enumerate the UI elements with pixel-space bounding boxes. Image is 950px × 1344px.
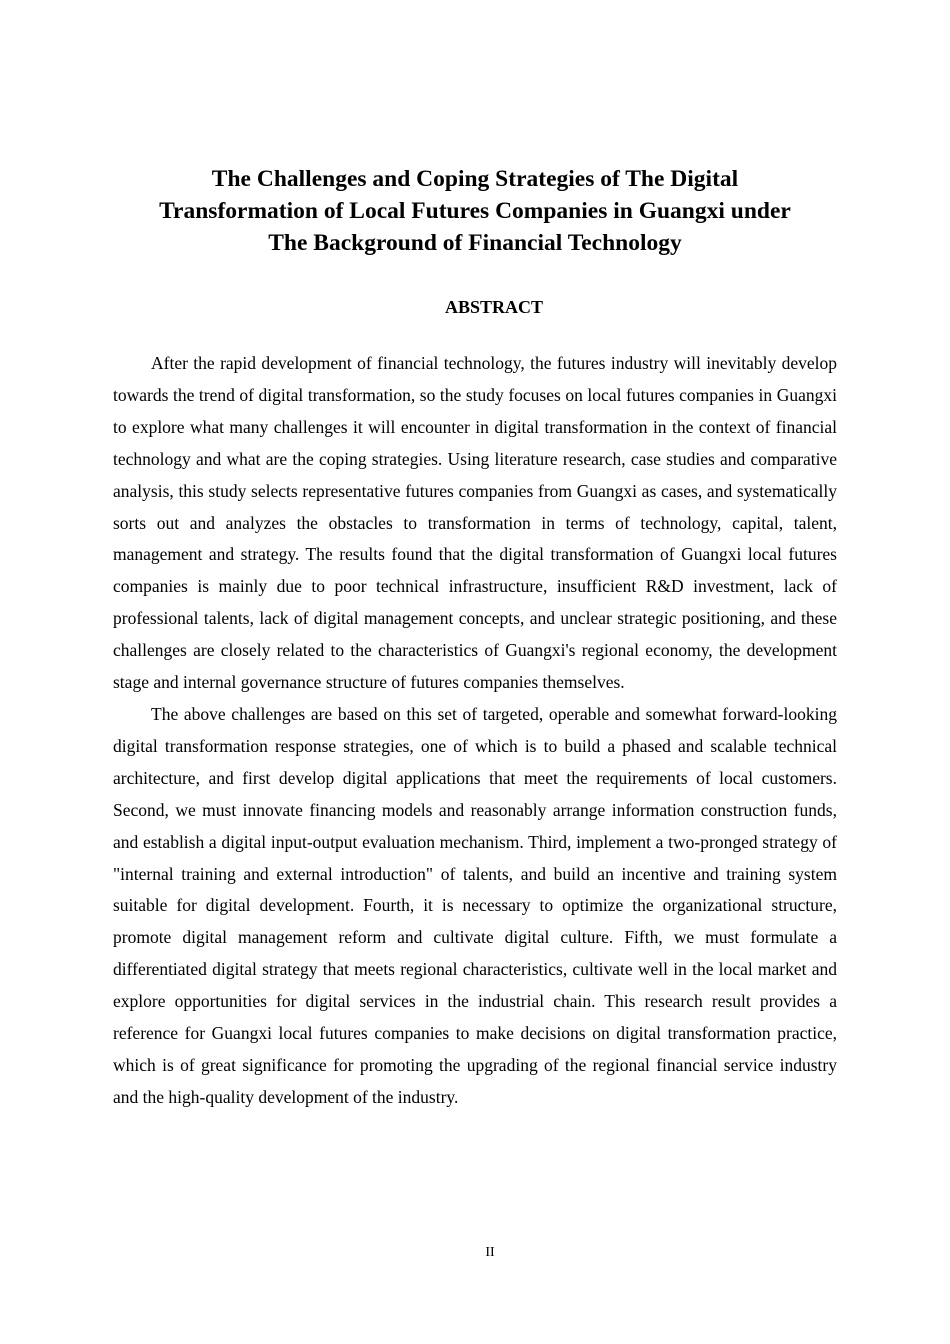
abstract-heading: ABSTRACT bbox=[444, 297, 544, 317]
abstract-body bbox=[113, 348, 837, 1114]
title-line-1: The Challenges and Coping Strategies of The Digital bbox=[211, 166, 739, 192]
page-number: II bbox=[485, 1245, 495, 1260]
document-title bbox=[100, 163, 850, 259]
abstract-paragraph-2: The above challenges are based on this set of targeted, operable and somewhat forward-looking digital transformation response strategies, one of which is to build a phased and scalable technical architecture, and first develop digital applications that meet the requirements of local customers. Second, we must innovate financing models and reasonably arrange information construction funds, and establish a digital input-output evaluation mechanism. Third, implement a two-pronged strategy of "internal training and external introduction" of talents, and build an incentive and training system suitable for digital development. Fourth, it is necessary to optimize the organizational structure, promote digital management reform and cultivate digital culture. Fifth, we must formulate a differentiated digital strategy that meets regional characteristics, cultivate well in the local market and explore opportunities for digital services in the industrial chain. This research result provides a reference for Guangxi local futures companies to make decisions on digital transformation practice, which is of great significance for promoting the upgrading of the regional financial service industry and the high-quality development of the industry. bbox=[113, 703, 837, 1107]
title-line-3: The Background of Financial Technology bbox=[268, 230, 682, 256]
abstract-paragraph-1: After the rapid development of financial technology, the futures industry will inevitably develop towards the trend of digital transformation, so the study focuses on local futures companies in Guangxi to explore what many challenges it will encounter in digital transformation in the context of financial technology and what are the coping strategies. Using literature research, case studies and comparative analysis, this study selects representative futures companies from Guangxi as cases, and systematically sorts out and analyzes the obstacles to transformation in terms of technology, capital, talent, management and strategy. The results found that the digital transformation of Guangxi local futures companies is mainly due to poor technical infrastructure, insufficient R&D investment, lack of professional talents, lack of digital management concepts, and unclear strategic positioning, and these challenges are closely related to the characteristics of Guangxi's regional economy, the development stage and internal governance structure of futures companies themselves. bbox=[113, 353, 837, 693]
title-line-2: Transformation of Local Futures Companies in Guangxi under bbox=[159, 198, 791, 224]
